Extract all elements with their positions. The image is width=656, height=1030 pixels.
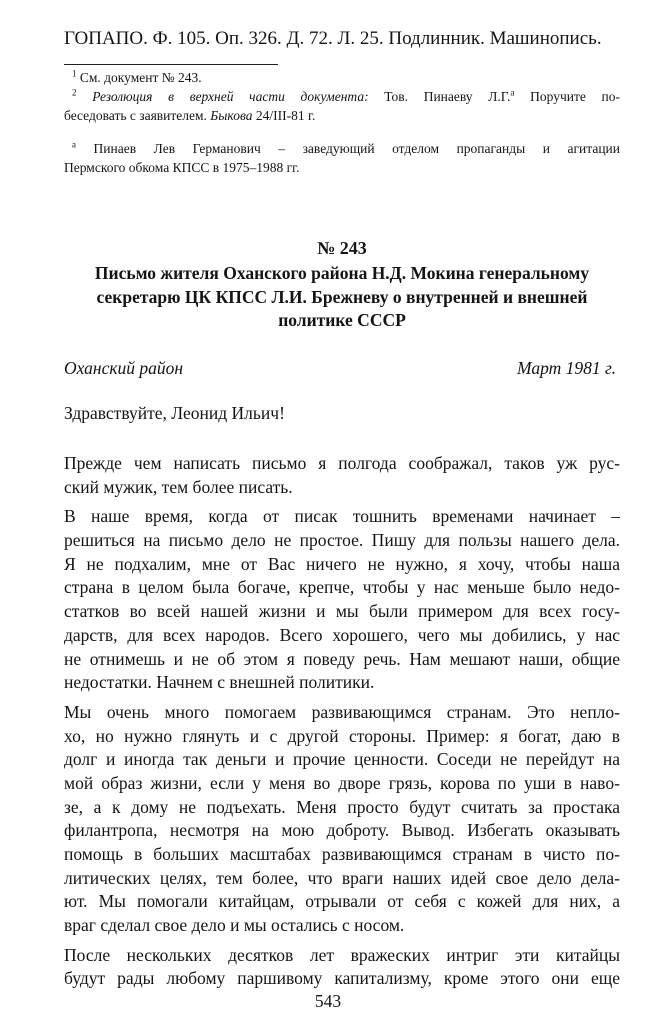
footnote-a-text-1: Пинаев Лев Германович – заведующий отделом пропаганды и агитации [93,141,621,156]
letter-line: решиться на письмо дело не простое. Пишу для пользы нашего дела. [64,530,620,551]
document-number: № 243 [317,238,367,258]
footnote-2-line-1 [64,87,620,106]
footnote-1 [64,68,620,87]
document-date: Март 1981 г. [517,358,616,378]
footnote-a-line-1 [64,139,620,158]
letter-line: филантропа, несмотря на мою доброту. Вывод. Избегать оказывать [64,820,620,841]
footnote-a-mark: а [72,139,76,150]
letter-line: помощь в больших масштабах развивающимся странам в чисто по- [64,844,620,864]
document-title-line: секретарю ЦК КПСС Л.И. Брежневу о внутренней и внешней [96,286,588,307]
letter-greeting: Здравствуйте, Леонид Ильич! [64,403,285,423]
letter-line: Прежде чем написать письмо я полгода соображал, таков уж рус- [64,453,620,473]
letter-line: Мы очень много помогаем развивающимся странам. Это непло- [64,701,620,722]
letter-line: статков во всей нашей жизни и мы были примером для всех госу- [64,601,620,622]
footnote-2-italic: Резолюция в верхней части документа: [92,89,369,104]
letter-body [64,452,620,991]
footnote-2-mark: 2 [72,87,77,98]
footnote-2-line2-end: 24/III-81 г. [255,108,316,123]
footnote-rule [64,64,278,65]
footnote-2-line2-start: беседовать с заявителем. [64,108,207,123]
footnotes [64,68,620,177]
document-place: Оханский район [64,358,184,378]
document-title-line: Письмо жителя Оханского района Н.Д. Мокина генеральному [94,263,590,283]
footnote-2-ref-a: а [510,87,515,98]
footnote-a-line-2: Пермского обкома КПСС в 1975–1988 гг. [64,160,300,175]
document-title [64,262,620,333]
letter-line: зе, а к дому не подъехать. Меня просто будут считать за простака [64,796,620,817]
letter-line: недостатки. Начнем с внешней политики. [64,672,375,693]
document-title-line: политике СССР [278,310,406,330]
page-number: 543 [314,991,342,1011]
letter-line: ский мужик, тем более писать. [64,476,293,497]
footnote-2-tail: Поручите по- [530,89,621,104]
letter-line: Я не подхалим, мне от Вас ничего не нужно, я хочу, чтобы наша [64,553,620,574]
letter-line: не отнимешь и не об этом я поведу речь. Нам мешают наши, общие [64,648,620,669]
letter-line: литических целях, тем более, что враги наших идей свое дело делa- [64,867,620,888]
footnote-2-rest: Тов. Пинаеву Л.Г. [384,89,511,104]
letter-line: враг сделал свое дело и мы остались с носом. [64,915,405,936]
letter-line: ют. Мы помогали китайцам, отрывали от себя с кожей для них, а [64,891,620,912]
letter-line: страна в целом была богаче, крепче, чтобы у нас меньше было недо- [64,577,620,598]
letter-line: хо, но нужно глянуть и с другой стороны. Пример: я богат, даю в [64,725,620,746]
footnote-1-mark: 1 [72,68,77,79]
letter-line: долг и иногда так деньги и прочие ценности. Соседи не перейдут на [64,749,620,770]
letter-line: мой образ жизни, если у меня во дворе грязь, корова по уши в навo- [64,772,620,793]
archive-reference: ГОПАПО. Ф. 105. Оп. 326. Д. 72. Л. 25. Подлинник. Машинопись. [64,28,602,49]
letter-line: После нескольких десятков лет вражеских интриг эти китайцы [64,944,620,965]
footnote-2-line-2 [64,106,620,125]
footnote-2-signer: Быкова [210,108,253,123]
letter-line: будут рады любому паршивому капитализму, кроме этого они еще [64,968,620,989]
footnote-1-text: См. документ № 243. [79,70,202,85]
letter-line: дарств, для всех народов. Всего хорошего, чего мы добились, у нас [64,624,620,645]
letter-line: В наше время, когда от писак тошнить временами начинает – [64,506,620,527]
